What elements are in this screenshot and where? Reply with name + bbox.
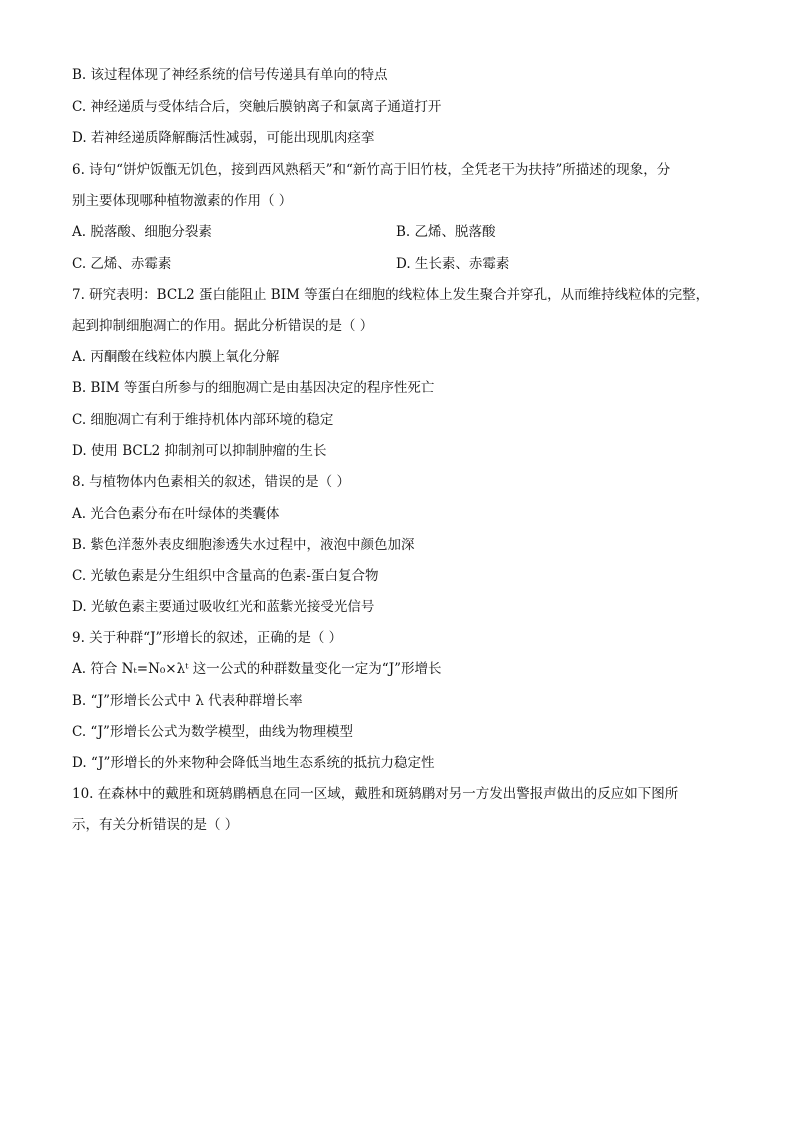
q8-option-b: B. 紫色洋葱外表皮细胞渗透失水过程中，液泡中颜色加深 bbox=[72, 537, 415, 553]
q6-stem-line1: 6. 诗句“饼炉饭甑无饥色，接到西风熟稻天”和“新竹高于旧竹枝，全凭老干为扶持”所描述的现象，分 bbox=[72, 162, 671, 178]
q8-option-a: A. 光合色素分布在叶绿体的类囊体 bbox=[72, 506, 280, 522]
q5-option-c: C. 神经递质与受体结合后，突触后膜钠离子和氯离子通道打开 bbox=[72, 99, 442, 115]
q6-stem-line2: 别主要体现哪种植物激素的作用（ ） bbox=[72, 193, 293, 209]
q9-option-a: A. 符合 Nₜ=N₀×λᵗ 这一公式的种群数量变化一定为“J”形增长 bbox=[72, 661, 442, 677]
q9-option-b: B. “J”形增长公式中 λ 代表种群增长率 bbox=[72, 693, 303, 709]
q6-option-d: D. 生长素、赤霉素 bbox=[396, 256, 510, 272]
q5-option-d: D. 若神经递质降解酶活性减弱，可能出现肌肉痉挛 bbox=[72, 130, 375, 146]
q9-option-c: C. “J”形增长公式为数学模型，曲线为物理模型 bbox=[72, 724, 353, 740]
q10-stem-line2: 示，有关分析错误的是（ ） bbox=[72, 817, 239, 833]
q9-option-d: D. “J”形增长的外来物种会降低当地生态系统的抵抗力稳定性 bbox=[72, 755, 435, 771]
q8-option-d: D. 光敏色素主要通过吸收红光和蓝紫光接受光信号 bbox=[72, 599, 375, 615]
q7-option-b: B. BIM 等蛋白所参与的细胞凋亡是由基因决定的程序性死亡 bbox=[72, 380, 435, 396]
q6-option-a: A. 脱落酸、细胞分裂素 bbox=[72, 224, 212, 240]
q8-stem: 8. 与植物体内色素相关的叙述，错误的是（ ） bbox=[72, 474, 350, 490]
q7-option-c: C. 细胞凋亡有利于维持机体内部环境的稳定 bbox=[72, 412, 334, 428]
q8-option-c: C. 光敏色素是分生组织中含量高的色素-蛋白复合物 bbox=[72, 568, 379, 584]
q7-stem-line2: 起到抑制细胞凋亡的作用。据此分析错误的是（ ） bbox=[72, 318, 374, 334]
q6-option-b: B. 乙烯、脱落酸 bbox=[396, 224, 496, 240]
q7-stem-line1: 7. 研究表明：BCL2 蛋白能阻止 BIM 等蛋白在细胞的线粒体上发生聚合并穿孔，从而维持线粒体的完整， bbox=[72, 287, 710, 303]
q10-stem-line1: 10. 在森林中的戴胜和斑鸫鹛栖息在同一区域，戴胜和斑鸫鹛对另一方发出警报声做出的反应如下图所 bbox=[72, 786, 679, 802]
q5-option-b: B. 该过程体现了神经系统的信号传递具有单向的特点 bbox=[72, 67, 388, 83]
q7-option-d: D. 使用 BCL2 抑制剂可以抑制肿瘤的生长 bbox=[72, 443, 327, 459]
q9-stem: 9. 关于种群“J”形增长的叙述，正确的是（ ） bbox=[72, 630, 343, 646]
q7-option-a: A. 丙酮酸在线粒体内膜上氧化分解 bbox=[72, 349, 280, 365]
q6-option-c: C. 乙烯、赤霉素 bbox=[72, 256, 172, 272]
